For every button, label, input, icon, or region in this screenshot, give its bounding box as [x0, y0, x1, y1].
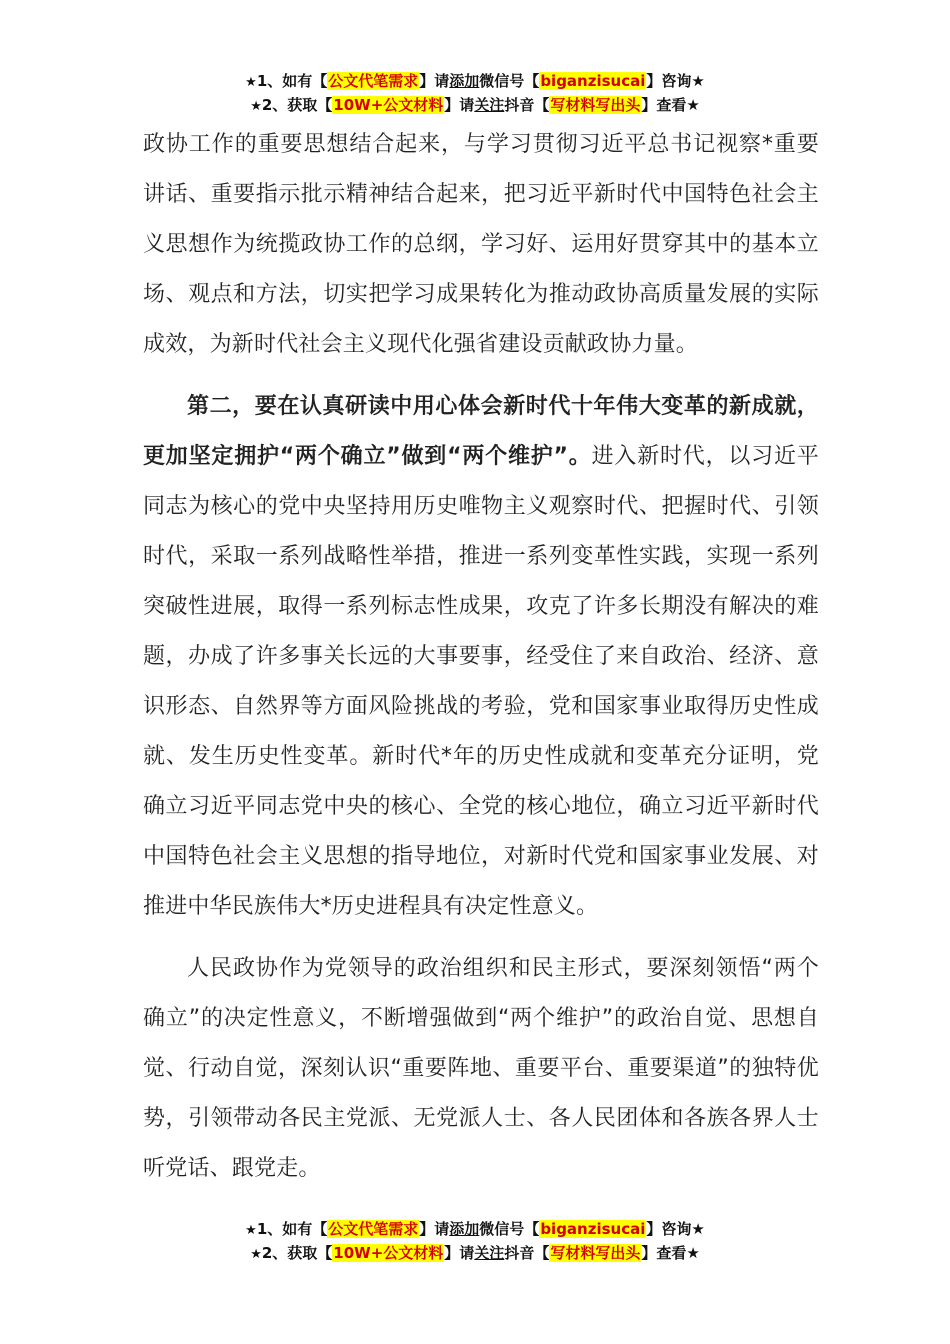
banner-text: 1、如有【	[256, 72, 328, 90]
star-icon: ★	[250, 99, 262, 114]
star-icon: ★	[250, 1247, 262, 1262]
banner-text: 】查看★	[641, 1244, 700, 1262]
banner-line-2	[0, 94, 950, 118]
document-body	[143, 120, 819, 1206]
banner-text: 】请	[419, 1220, 450, 1238]
banner-text: 】咨询★	[646, 72, 705, 90]
banner-text: 】咨询★	[646, 1220, 705, 1238]
banner-line-2	[0, 1242, 950, 1266]
banner-text: 2、获取【	[261, 96, 333, 114]
banner-text: 微信号【	[479, 1220, 540, 1238]
banner-line-1	[0, 1218, 950, 1242]
highlight-douyin-id: 写材料写出头	[550, 1244, 641, 1262]
highlight-service: 公文代笔需求	[328, 1220, 419, 1238]
footer-banner	[0, 1218, 950, 1266]
highlight-douyin-id: 写材料写出头	[550, 96, 641, 114]
underlined-text: 关注	[474, 1244, 505, 1262]
highlight-service: 公文代笔需求	[328, 72, 419, 90]
banner-line-1	[0, 70, 950, 94]
banner-text: 2、获取【	[261, 1244, 333, 1262]
paragraph-2	[143, 382, 819, 932]
highlight-wechat-id: biganzisucai	[540, 72, 646, 90]
star-icon: ★	[245, 1223, 257, 1238]
banner-text: 】查看★	[641, 96, 700, 114]
highlight-wechat-id: biganzisucai	[540, 1220, 646, 1238]
underlined-text: 添加	[449, 1220, 480, 1238]
banner-text: 1、如有【	[256, 1220, 328, 1238]
banner-text: 】请	[419, 72, 450, 90]
star-icon: ★	[245, 75, 257, 90]
paragraph-3: 人民政协作为党领导的政治组织和民主形式，要深刻领悟“两个确立”的决定性意义，不断增强做到“两个维护”的政治自觉、思想自觉、行动自觉，深刻认识“重要阵地、重要平台、重要渠道”的独特优势，引领带动各民主党派、无党派人士、各人民团体和各族各界人士听党话、跟党走。	[143, 956, 819, 1181]
banner-text: 】请	[444, 1244, 475, 1262]
banner-text: 抖音【	[504, 96, 550, 114]
paragraph-1: 政协工作的重要思想结合起来，与学习贯彻习近平总书记视察*重要讲话、重要指示批示精神结合起来，把习近平新时代中国特色社会主义思想作为统揽政协工作的总纲，学习好、运用好贯穿其中的基本立场、观点和方法，切实把学习成果转化为推动政协高质量发展的实际成效，为新时代社会主义现代化强省建设贡献政协力量。	[143, 132, 819, 357]
banner-text: 】请	[444, 96, 475, 114]
banner-text: 微信号【	[479, 72, 540, 90]
paragraph-2-heading: 第二，要在认真研读中用心体会新时代十年伟大变革的新成就，更加坚定拥护“两个确立”做到“两个维护”。	[143, 394, 819, 469]
highlight-materials: 10W+公文材料	[333, 1244, 444, 1262]
banner-text: 抖音【	[504, 1244, 550, 1262]
underlined-text: 关注	[474, 96, 505, 114]
underlined-text: 添加	[449, 72, 480, 90]
highlight-materials: 10W+公文材料	[333, 96, 444, 114]
header-banner	[0, 70, 950, 118]
paragraph-2-body: 进入新时代，以习近平同志为核心的党中央坚持用历史唯物主义观察时代、把握时代、引领时代，采取一系列战略性举措，推进一系列变革性实践，实现一系列突破性进展，取得一系列标志性成果，攻克了许多长期没有解决的难题，办成了许多事关长远的大事要事，经受住了来自政治、经济、意识形态、自然界等方面风险挑战的考验，党和国家事业取得历史性成就、发生历史性变革。新时代*年的历史性成就和变革充分证明，党确立习近平同志党中央的核心、全党的核心地位，确立习近平新时代中国特色社会主义思想的指导地位，对新时代党和国家事业发展、对推进中华民族伟大*历史进程具有决定性意义。	[143, 444, 819, 919]
